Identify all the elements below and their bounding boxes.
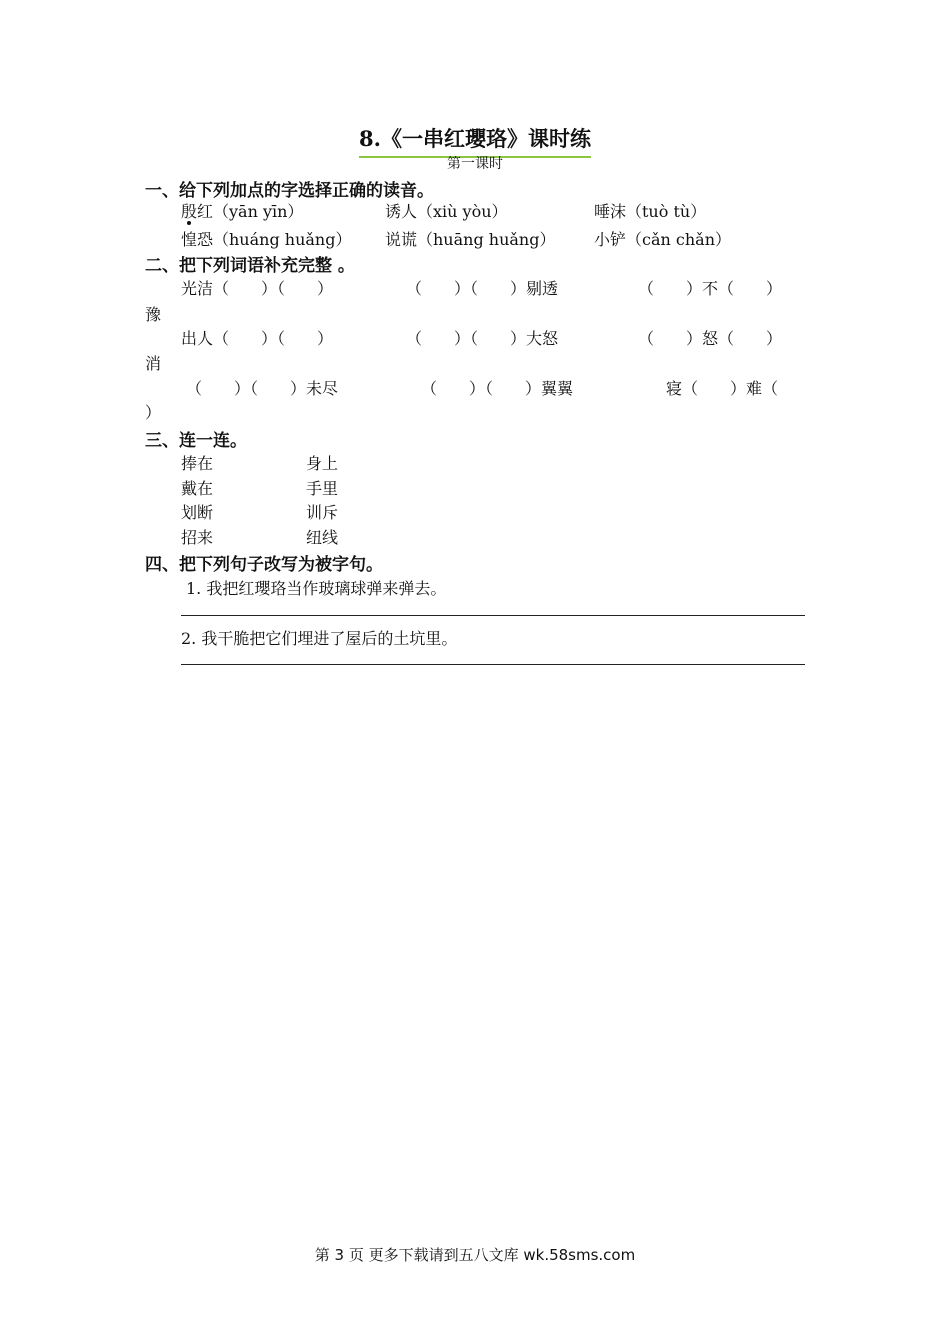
s1-item-yinhong-text: 殷红（yān yīn）: [181, 202, 304, 221]
s2-line1-c: （ ）不（ ）: [638, 279, 783, 298]
s2-line1-a: 光洁（ ）（ ）: [181, 279, 334, 298]
s1-item-shuohuang: 说谎（huāng huǎng）: [385, 230, 556, 249]
s3-right-4: 纽线: [306, 528, 339, 547]
s1-item-youren: 诱人（xiù yòu）: [385, 202, 508, 221]
s2-line1-wrap: 豫: [145, 305, 162, 324]
section1-heading: 一、给下列加点的字选择正确的读音。: [145, 181, 434, 201]
title-text: 8.《一串红瓔珞》课时练: [359, 126, 591, 151]
answer-line-1: [181, 615, 805, 616]
s3-left-1: 捧在: [181, 454, 214, 473]
s2-line2-wrap: 消: [145, 354, 162, 373]
page-title: [0, 123, 950, 155]
s2-line3-c: 寝（ ）难（: [666, 379, 779, 398]
s3-left-3: 划断: [181, 503, 214, 522]
s2-line2-b: （ ）（ ）大怒: [406, 329, 559, 348]
s4-sentence-2: 2. 我干脆把它们埋进了屋后的土坑里。: [181, 629, 458, 648]
s4-sentence-1: 1. 我把红瓔珞当作玻璃球弹来弹去。: [186, 579, 447, 598]
s1-item-huangkong: 惶恐（huáng huǎng）: [181, 230, 352, 249]
s3-right-3: 训斥: [306, 503, 339, 522]
s3-right-1: 身上: [306, 454, 339, 473]
s2-line3-b: （ ）（ ）翼翼: [421, 379, 574, 398]
s3-left-2: 戴在: [181, 479, 214, 498]
page-footer: 第 3 页 更多下载请到五八文库 wk.58sms.com: [314, 1246, 636, 1264]
emphasis-dot: [187, 221, 191, 225]
s1-item-yinhong: [181, 199, 303, 222]
s2-line1-b: （ ）（ ）剔透: [406, 279, 559, 298]
dotted-char: [181, 199, 303, 222]
section4-heading: 四、把下列句子改写为被字句。: [145, 555, 383, 575]
s2-line2-c: （ ）怒（ ）: [638, 329, 783, 348]
section3-heading: 三、连一连。: [145, 431, 247, 451]
s1-item-xiaochan: 小铲（cǎn chǎn）: [594, 230, 732, 249]
section2-heading: 二、把下列词语补充完整 。: [145, 256, 355, 276]
answer-line-2: [181, 664, 805, 665]
s1-item-tuomo: 唾沫（tuò tù）: [594, 202, 707, 221]
subtitle: 第一课时: [447, 156, 503, 172]
s2-line2-a: 出人（ ）（ ）: [181, 329, 334, 348]
s2-line3-a: （ ）（ ）未尽: [186, 379, 339, 398]
title-text-wrap: [359, 123, 591, 155]
s2-line3-wrap: ）: [145, 403, 162, 422]
s3-left-4: 招来: [181, 528, 214, 547]
s3-right-2: 手里: [306, 479, 339, 498]
